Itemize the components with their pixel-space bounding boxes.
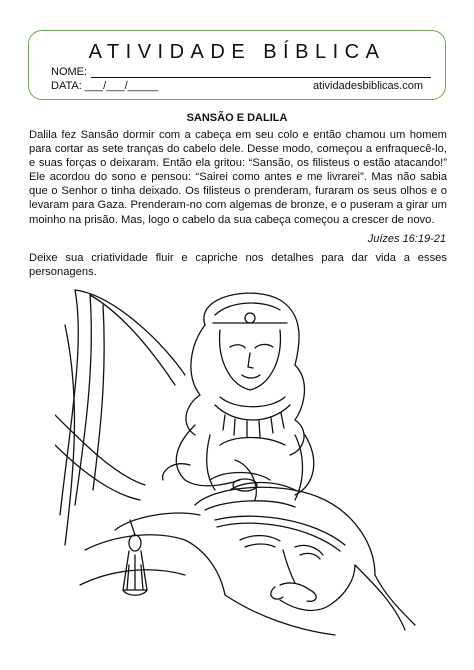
name-field[interactable] (51, 66, 431, 78)
bible-reference: Juízes 16:19-21 (367, 233, 446, 245)
delilah-figure (163, 293, 314, 500)
story-text: Dalila fez Sansão dormir com a cabeça em seu colo e então chamou um homem para cortar as sete tranças do cabelo dele. Desse modo, começou a enfraquecê-lo, e suas forças o deixaram. Então ela gritou: “Sansão, os filisteus o estão atacando!” Ele acordou do sono e pensou: “Sairei como antes e me livrarei”. Mas não sabia que o Senhor o tinha deixado. Os filisteus o prenderam, furaram os seus olhos e o levaram para Gaza. Prenderam-no com algemas de bronze, e o puseram a girar um moinho na prisão. Mas, logo o cabelo da sua cabeça começou a crescer de novo. (29, 129, 447, 226)
instruction-text: Deixe sua criatividade fluir e capriche nos detalhes para dar vida a esses personagens. (29, 252, 447, 278)
samson-figure (80, 483, 415, 636)
site-url: atividadesbiblicas.com (312, 80, 423, 92)
name-label: NOME: (51, 66, 88, 78)
coloring-illustration (55, 285, 420, 640)
story-title: SANSÃO E DALILA (186, 112, 288, 124)
header-box (28, 30, 446, 100)
date-field[interactable]: DATA: ___/___/_____ (51, 80, 159, 92)
tassel (123, 520, 147, 595)
curtain-drape (55, 290, 185, 545)
page-title: ATIVIDADE BÍBLICA (88, 41, 386, 63)
name-line[interactable] (91, 66, 431, 78)
